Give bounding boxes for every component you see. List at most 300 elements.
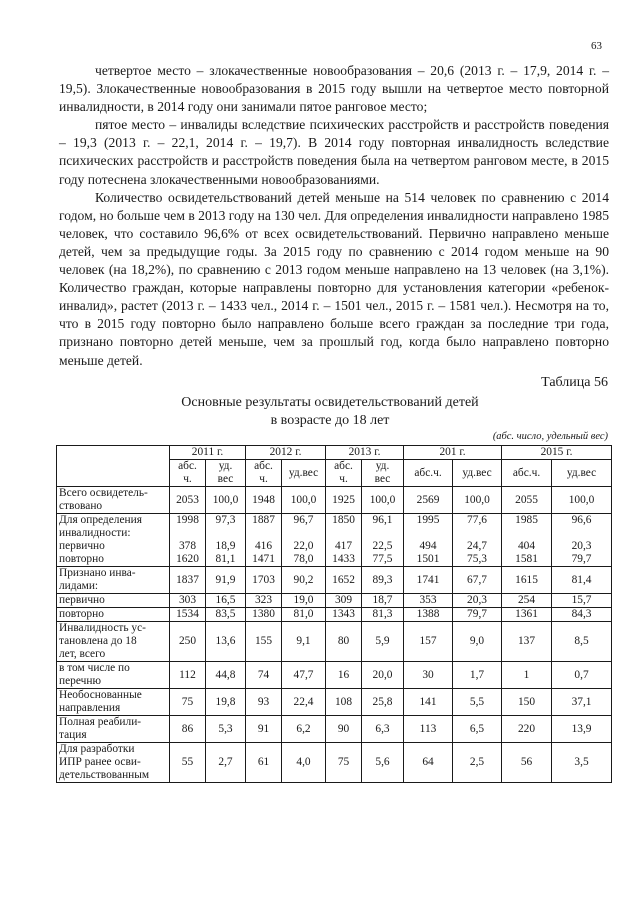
data-cell xyxy=(502,622,552,662)
row-label xyxy=(57,594,170,608)
subheader-text: вес xyxy=(374,473,391,485)
cell-value: 91,9 xyxy=(215,573,236,586)
cell-value: 30 xyxy=(422,668,434,681)
row-label-line: перечню xyxy=(59,675,101,687)
table-title-line: в возрасте до 18 лет xyxy=(270,413,390,428)
row-label-line: повторно xyxy=(59,608,104,620)
year-header: 2012 г. xyxy=(246,446,326,460)
cell-value: 19,8 xyxy=(215,695,236,708)
data-cell xyxy=(206,514,246,567)
cell-value: 93 xyxy=(257,695,270,708)
subheader-text: абс.ч. xyxy=(512,466,541,479)
data-cell xyxy=(326,662,362,689)
data-cell xyxy=(282,743,326,783)
row-label-line: направления xyxy=(59,702,121,714)
data-cell xyxy=(453,567,502,594)
cell-value: 250 xyxy=(178,635,197,647)
cell-value: 100,0 xyxy=(212,493,239,506)
data-cell xyxy=(326,689,362,716)
cell-value: 79,7 xyxy=(467,608,487,620)
cell-value: 81,1 xyxy=(215,553,236,565)
cell-value: 81,0 xyxy=(293,608,314,620)
data-cell xyxy=(552,622,612,662)
table-row xyxy=(57,622,612,662)
year-header: 2013 г. xyxy=(326,446,404,460)
data-cell xyxy=(502,716,552,743)
data-cell xyxy=(170,622,206,662)
row-label-line: ИПР ранее осви- xyxy=(59,756,141,768)
row-label-line: Для разработки xyxy=(59,743,135,755)
cell-value: 1433 xyxy=(332,553,355,565)
data-cell xyxy=(282,594,326,608)
data-cell xyxy=(246,594,282,608)
cell-value: 75 xyxy=(337,756,350,768)
cell-value: 4,0 xyxy=(296,756,311,768)
cell-value: 150 xyxy=(517,695,536,708)
row-label xyxy=(57,662,170,689)
cell-value: 404 xyxy=(517,540,536,552)
cell-value: 2569 xyxy=(416,493,440,506)
cell-value: 378 xyxy=(178,540,197,552)
data-cell xyxy=(552,487,612,514)
cell-value: 2,5 xyxy=(469,756,485,768)
cell-value: 55 xyxy=(181,756,194,768)
cell-value: 22,0 xyxy=(293,540,314,552)
table-row xyxy=(57,487,612,514)
cell-value xyxy=(455,527,499,540)
year-header: 201 г. xyxy=(404,446,502,460)
cell-value xyxy=(364,527,401,540)
row-label xyxy=(57,689,170,716)
cell-value: 309 xyxy=(334,594,353,606)
cell-value: 303 xyxy=(178,594,197,606)
row-label-line: Полная реабили- xyxy=(59,716,142,728)
data-cell xyxy=(170,608,206,622)
cell-value: 1 xyxy=(523,668,530,681)
column-subheader xyxy=(326,460,362,487)
cell-value: 96,6 xyxy=(571,514,592,526)
subheader-text: уд.вес xyxy=(288,466,319,479)
cell-value: 20,3 xyxy=(467,594,487,606)
cell-value: 1361 xyxy=(515,608,538,620)
paragraph: четвертое место – злокачественные новообразования – 20,6 (2013 г. – 17,9, 2014 г. – 19,5). Злокачественные новообразования в 2015 году вышли на четвертое место повторной инвалидности, в 2014 году они занимали пятое ранговое место; xyxy=(59,63,609,115)
cell-value xyxy=(328,527,359,540)
data-cell xyxy=(170,716,206,743)
data-cell xyxy=(282,716,326,743)
cell-value: 47,7 xyxy=(293,668,314,681)
cell-value: 37,1 xyxy=(571,695,592,708)
data-cell xyxy=(552,594,612,608)
cell-value: 84,3 xyxy=(571,608,592,620)
cell-value: 220 xyxy=(517,722,536,735)
cell-value: 89,3 xyxy=(372,573,393,586)
cell-value: 2,7 xyxy=(218,756,233,768)
cell-value: 81,3 xyxy=(372,608,393,620)
cell-value: 100,0 xyxy=(568,493,595,506)
cell-value: 56 xyxy=(520,756,533,768)
cell-value: 1703 xyxy=(252,573,275,586)
data-cell xyxy=(170,487,206,514)
cell-value: 6,3 xyxy=(375,722,390,735)
data-cell xyxy=(326,514,362,567)
data-cell xyxy=(170,567,206,594)
data-cell xyxy=(282,487,326,514)
data-cell xyxy=(170,689,206,716)
row-label-line: тановлена до 18 xyxy=(59,635,137,647)
data-cell xyxy=(552,608,612,622)
column-subheader xyxy=(282,460,326,487)
cell-value: 2053 xyxy=(176,493,199,506)
cell-value: 3,5 xyxy=(574,756,589,768)
data-cell xyxy=(326,594,362,608)
data-cell xyxy=(552,716,612,743)
subheader-text: ч. xyxy=(183,473,192,485)
row-label-line: Всего освидетель- xyxy=(59,487,148,499)
column-subheader xyxy=(206,460,246,487)
data-cell xyxy=(282,689,326,716)
row-label xyxy=(57,567,170,594)
cell-value: 1615 xyxy=(515,573,538,586)
data-cell xyxy=(502,567,552,594)
subheader-text: ч. xyxy=(259,473,268,485)
data-cell xyxy=(362,487,404,514)
cell-value: 19,0 xyxy=(293,594,314,606)
cell-value: 137 xyxy=(517,635,536,647)
data-cell xyxy=(404,716,453,743)
table-title xyxy=(150,394,510,430)
data-cell xyxy=(170,514,206,567)
row-label-line: детельствованным xyxy=(59,769,150,781)
cell-value: 8,5 xyxy=(574,635,589,647)
cell-value: 20,0 xyxy=(372,668,393,681)
column-subheader xyxy=(453,460,502,487)
data-cell xyxy=(404,689,453,716)
cell-value: 1534 xyxy=(176,608,199,620)
page-number: 63 xyxy=(591,40,602,52)
data-cell xyxy=(206,608,246,622)
row-label-line: лидами: xyxy=(59,580,99,592)
cell-value: 97,3 xyxy=(215,514,236,526)
data-cell xyxy=(326,567,362,594)
data-cell xyxy=(170,743,206,783)
cell-value: 9,1 xyxy=(296,635,311,647)
cell-value xyxy=(208,527,243,540)
cell-value: 64 xyxy=(422,756,434,768)
data-cell xyxy=(246,487,282,514)
cell-value: 1837 xyxy=(176,573,199,586)
cell-value: 61 xyxy=(257,756,270,768)
cell-value: 1741 xyxy=(416,573,440,586)
cell-value: 20,3 xyxy=(571,540,592,552)
data-cell xyxy=(362,514,404,567)
cell-value: 353 xyxy=(419,594,437,606)
cell-value: 1925 xyxy=(332,493,355,506)
cell-value xyxy=(284,527,323,540)
cell-value: 13,6 xyxy=(215,635,236,647)
data-cell xyxy=(246,716,282,743)
cell-value: 494 xyxy=(419,540,437,552)
data-cell xyxy=(246,743,282,783)
cell-value: 1343 xyxy=(332,608,355,620)
cell-value: 1501 xyxy=(416,553,440,565)
data-cell xyxy=(282,622,326,662)
body-text xyxy=(59,62,609,370)
data-cell xyxy=(326,487,362,514)
data-cell xyxy=(246,622,282,662)
data-cell xyxy=(246,567,282,594)
cell-value: 1652 xyxy=(332,573,355,586)
cell-value: 1620 xyxy=(176,553,199,565)
cell-value: 90 xyxy=(337,722,350,735)
data-cell xyxy=(552,514,612,567)
column-subheader xyxy=(404,460,453,487)
row-label-line: инвалидности: xyxy=(59,527,131,539)
cell-value: 75,3 xyxy=(467,553,487,565)
data-cell xyxy=(362,662,404,689)
cell-value: 15,7 xyxy=(571,594,592,606)
cell-value: 5,6 xyxy=(375,756,390,768)
data-cell xyxy=(453,514,502,567)
cell-value: 1388 xyxy=(416,608,440,620)
data-cell xyxy=(362,594,404,608)
row-label-line: первично xyxy=(59,540,105,552)
cell-value: 25,8 xyxy=(372,695,393,708)
paragraph: пятое место – инвалиды вследствие психических расстройств и расстройств поведения – 19,3 (2013 г. – 22,1, 2014 г. – 19,7). В 2014 году повторная инвалидность вследствие психических расстройств и расстройств поведения была на четвертом ранговом месте, в 2015 году потеснена злокачественными новообразованиями. xyxy=(59,117,609,187)
data-cell xyxy=(206,622,246,662)
data-cell xyxy=(404,622,453,662)
data-cell xyxy=(453,689,502,716)
cell-value: 1,7 xyxy=(469,668,485,681)
data-cell xyxy=(453,594,502,608)
subheader-text: абс. xyxy=(254,460,273,472)
cell-value: 100,0 xyxy=(290,493,317,506)
cell-value: 74 xyxy=(257,668,270,681)
data-cell xyxy=(453,662,502,689)
row-label-line: Для определения xyxy=(59,514,142,526)
subheader-text: уд.вес xyxy=(462,466,492,479)
cell-value: 75 xyxy=(181,695,194,708)
data-cell xyxy=(170,662,206,689)
cell-value: 5,3 xyxy=(218,722,233,735)
cell-value: 157 xyxy=(419,635,437,647)
cell-value: 13,9 xyxy=(571,722,592,735)
table-row xyxy=(57,514,612,567)
column-subheader xyxy=(502,460,552,487)
data-cell xyxy=(552,743,612,783)
cell-value: 78,0 xyxy=(293,553,314,565)
cell-value: 254 xyxy=(517,594,536,606)
data-cell xyxy=(246,662,282,689)
data-cell xyxy=(206,662,246,689)
cell-value: 100,0 xyxy=(464,493,490,506)
data-cell xyxy=(552,662,612,689)
data-cell xyxy=(404,662,453,689)
table-row xyxy=(57,716,612,743)
data-cell xyxy=(502,487,552,514)
table-row xyxy=(57,594,612,608)
cell-value: 113 xyxy=(419,722,437,735)
data-cell xyxy=(502,608,552,622)
data-cell xyxy=(170,594,206,608)
data-cell xyxy=(282,514,326,567)
row-label-line: Признано инва- xyxy=(59,567,136,579)
paragraph: Количество освидетельствований детей меньше на 514 человек по сравнению с 2014 годом, но больше чем в 2013 году на 130 чел. Для определения инвалидности направлено 1985 человек, что составило 96,6% от всех освидетельствований. Первично направлено меньше детей, чем за предыдущие годы. За 2015 году по сравнению с 2014 годом меньше на 90 человек (на 18,2%), по сравнению с 2013 годом меньше направлено на 13 человек (на 3,1%). Количество граждан, которые направлены повторно для установления категории «ребенок-инвалид», растет (2013 г. – 1433 чел., 2014 г. – 1501 чел., 2015 г. – 1581 чел.). Несмотря на то, что в 2015 году повторно было направлено больше всего граждан за последние три года, признано повторно детей меньше, чем за прошлый год, когда было направлено повторно меньше детей. xyxy=(59,189,609,368)
cell-value: 22,5 xyxy=(372,540,393,552)
data-cell xyxy=(502,743,552,783)
year-header: 2015 г. xyxy=(502,446,612,460)
data-cell xyxy=(404,594,453,608)
cell-value: 1581 xyxy=(515,553,538,565)
column-subheader xyxy=(362,460,404,487)
cell-value: 16 xyxy=(337,668,350,681)
data-cell xyxy=(453,608,502,622)
cell-value: 141 xyxy=(419,695,437,708)
data-cell xyxy=(282,608,326,622)
table-row xyxy=(57,689,612,716)
table-row xyxy=(57,608,612,622)
data-cell xyxy=(362,716,404,743)
data-cell xyxy=(206,594,246,608)
subheader-text: абс. xyxy=(178,460,197,472)
year-header: 2011 г. xyxy=(170,446,246,460)
row-label xyxy=(57,487,170,514)
cell-value xyxy=(504,527,549,540)
table-body xyxy=(57,487,612,783)
data-cell xyxy=(362,743,404,783)
data-cell xyxy=(404,567,453,594)
cell-value: 9,0 xyxy=(469,635,485,647)
row-label-line: ствовано xyxy=(59,500,103,512)
cell-value: 90,2 xyxy=(293,573,314,586)
cell-value: 1985 xyxy=(515,514,538,526)
cell-value: 44,8 xyxy=(215,668,236,681)
data-cell xyxy=(206,689,246,716)
cell-value: 18,9 xyxy=(215,540,236,552)
data-cell xyxy=(246,689,282,716)
row-label-line: в том числе по xyxy=(59,662,130,674)
data-cell xyxy=(453,716,502,743)
cell-value xyxy=(248,527,279,540)
table-row xyxy=(57,743,612,783)
cell-value xyxy=(554,527,609,540)
cell-value: 86 xyxy=(181,722,194,735)
cell-value: 1995 xyxy=(416,514,440,526)
table-title-line: Основные результаты освидетельствований детей xyxy=(181,395,479,410)
cell-value: 1998 xyxy=(176,514,199,526)
cell-value: 1948 xyxy=(252,493,275,506)
data-cell xyxy=(362,608,404,622)
data-cell xyxy=(206,716,246,743)
cell-value: 18,7 xyxy=(372,594,393,606)
cell-value xyxy=(172,527,203,540)
row-label xyxy=(57,743,170,783)
data-cell xyxy=(282,567,326,594)
cell-value: 81,4 xyxy=(571,573,592,586)
cell-value: 77,5 xyxy=(372,553,393,565)
cell-value: 5,5 xyxy=(469,695,485,708)
cell-value: 1887 xyxy=(252,514,275,526)
data-cell xyxy=(502,662,552,689)
subheader-text: вес xyxy=(217,473,234,485)
cell-value: 16,5 xyxy=(215,594,236,606)
data-cell xyxy=(404,608,453,622)
cell-value: 80 xyxy=(337,635,350,647)
column-subheader xyxy=(552,460,612,487)
data-cell xyxy=(326,743,362,783)
row-label-line: тация xyxy=(59,729,87,741)
subheader-text: уд. xyxy=(218,460,233,472)
data-cell xyxy=(326,716,362,743)
cell-value: 77,6 xyxy=(467,514,487,526)
data-cell xyxy=(206,567,246,594)
data-cell xyxy=(404,743,453,783)
cell-value: 5,9 xyxy=(375,635,390,647)
table-label: Таблица 56 xyxy=(541,375,608,390)
data-cell xyxy=(502,594,552,608)
cell-value: 2055 xyxy=(515,493,538,506)
cell-value: 417 xyxy=(334,540,353,552)
subheader-text: уд. xyxy=(375,460,390,472)
data-cell xyxy=(362,622,404,662)
cell-value: 79,7 xyxy=(571,553,592,565)
cell-value: 1471 xyxy=(252,553,275,565)
row-label-line: Необоснованные xyxy=(59,689,142,701)
row-label xyxy=(57,716,170,743)
data-cell xyxy=(206,743,246,783)
data-cell xyxy=(362,567,404,594)
cell-value: 1850 xyxy=(332,514,355,526)
year-header-row xyxy=(57,446,612,460)
row-label xyxy=(57,514,170,567)
cell-value: 6,2 xyxy=(296,722,311,735)
data-cell xyxy=(453,622,502,662)
row-label-line: лет, всего xyxy=(59,648,106,660)
row-label-line: повторно xyxy=(59,553,104,565)
results-table xyxy=(56,445,612,783)
data-cell xyxy=(326,622,362,662)
data-cell xyxy=(326,608,362,622)
cell-value: 6,5 xyxy=(469,722,485,735)
data-cell xyxy=(362,689,404,716)
cell-value: 67,7 xyxy=(467,573,487,586)
data-cell xyxy=(552,689,612,716)
cell-value: 24,7 xyxy=(467,540,487,552)
data-cell xyxy=(453,743,502,783)
row-label xyxy=(57,622,170,662)
table-note: (абс. число, удельный вес) xyxy=(492,431,608,442)
row-label xyxy=(57,608,170,622)
data-cell xyxy=(502,689,552,716)
cell-value: 416 xyxy=(254,540,273,552)
row-label-header xyxy=(57,446,170,487)
data-cell xyxy=(453,487,502,514)
cell-value: 91 xyxy=(257,722,270,735)
cell-value: 22,4 xyxy=(293,695,314,708)
cell-value: 1380 xyxy=(252,608,275,620)
cell-value: 155 xyxy=(254,635,273,647)
subheader-text: абс. xyxy=(334,460,353,472)
column-subheader xyxy=(246,460,282,487)
data-cell xyxy=(246,608,282,622)
column-subheader xyxy=(170,460,206,487)
cell-value: 96,7 xyxy=(293,514,314,526)
table-row xyxy=(57,662,612,689)
data-cell xyxy=(552,567,612,594)
subheader-text: абс.ч. xyxy=(414,466,442,479)
data-cell xyxy=(206,487,246,514)
cell-value: 108 xyxy=(334,695,353,708)
row-label-line: Инвалидность ус- xyxy=(59,622,146,634)
